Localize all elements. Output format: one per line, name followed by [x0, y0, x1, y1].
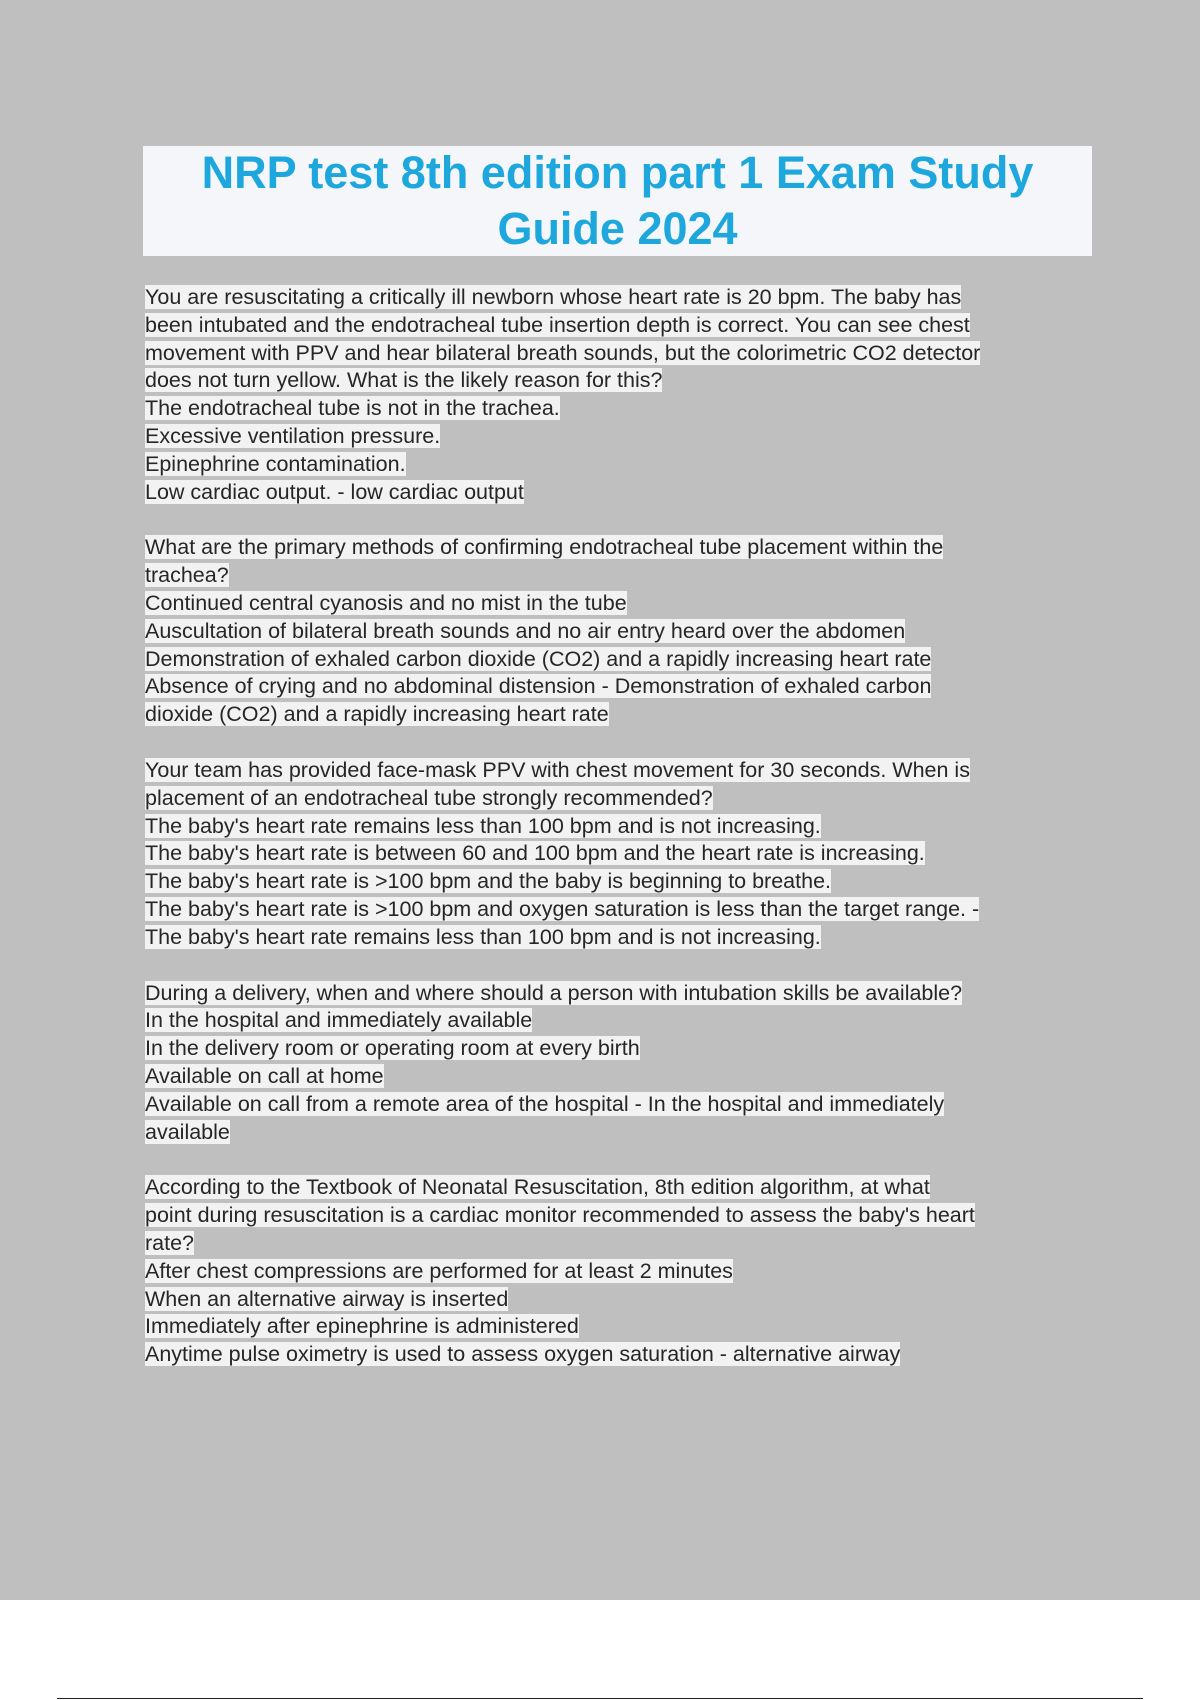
text-line: The baby's heart rate remains less than 100 bpm and is not increasing.	[145, 924, 821, 949]
text-line: point during resuscitation is a cardiac monitor recommended to assess the baby's heart	[145, 1203, 975, 1228]
text-line: The baby's heart rate is between 60 and 100 bpm and the heart rate is increasing.	[145, 841, 925, 866]
title-banner	[143, 146, 1092, 256]
text-line: been intubated and the endotracheal tube insertion depth is correct. You can see chest	[145, 312, 970, 337]
text-line: What are the primary methods of confirming endotracheal tube placement within the	[145, 535, 944, 560]
question-block	[145, 757, 1090, 952]
question-block	[145, 284, 1090, 506]
question-block	[145, 980, 1090, 1147]
text-line: According to the Textbook of Neonatal Resuscitation, 8th edition algorithm, at what	[145, 1175, 930, 1200]
text-line: Absence of crying and no abdominal distension - Demonstration of exhaled carbon	[145, 674, 932, 699]
question-block	[145, 1174, 1090, 1369]
text-line: placement of an endotracheal tube strongly recommended?	[145, 785, 713, 810]
text-line: Epinephrine contamination.	[145, 451, 406, 476]
text-line: dioxide (CO2) and a rapidly increasing heart rate	[145, 702, 609, 727]
text-line: Low cardiac output. - low cardiac output	[145, 479, 524, 504]
text-line: rate?	[145, 1230, 195, 1255]
text-line: Anytime pulse oximetry is used to assess oxygen saturation - alternative airway	[145, 1342, 901, 1367]
text-line: does not turn yellow. What is the likely reason for this?	[145, 368, 663, 393]
text-line: trachea?	[145, 563, 229, 588]
text-line: In the delivery room or operating room at every birth	[145, 1036, 640, 1061]
text-line: You are resuscitating a critically ill newborn whose heart rate is 20 bpm. The baby has	[145, 285, 962, 309]
text-line: Available on call from a remote area of the hospital - In the hospital and immediately	[145, 1091, 945, 1116]
text-line: Continued central cyanosis and no mist in the tube	[145, 590, 627, 615]
text-line: During a delivery, when and where should a person with intubation skills be available?	[145, 980, 963, 1005]
footer-divider	[57, 1698, 1143, 1699]
text-line: Immediately after epinephrine is administered	[145, 1314, 579, 1339]
text-line: The endotracheal tube is not in the trachea.	[145, 396, 560, 421]
text-line: available	[145, 1119, 230, 1144]
text-line: Auscultation of bilateral breath sounds and no air entry heard over the abdomen	[145, 618, 906, 643]
text-line: Demonstration of exhaled carbon dioxide (CO2) and a rapidly increasing heart rate	[145, 646, 932, 671]
text-line: The baby's heart rate is >100 bpm and oxygen saturation is less than the target range. -	[145, 896, 980, 921]
text-line: movement with PPV and hear bilateral breath sounds, but the colorimetric CO2 detector	[145, 340, 981, 365]
text-line: Excessive ventilation pressure.	[145, 423, 441, 448]
text-line: After chest compressions are performed for at least 2 minutes	[145, 1258, 733, 1283]
text-line: Available on call at home	[145, 1063, 384, 1088]
text-line: Your team has provided face-mask PPV with chest movement for 30 seconds. When is	[145, 757, 970, 782]
text-line: The baby's heart rate remains less than 100 bpm and is not increasing.	[145, 813, 821, 838]
text-line: The baby's heart rate is >100 bpm and the baby is beginning to breathe.	[145, 869, 831, 894]
text-line: When an alternative airway is inserted	[145, 1286, 509, 1311]
question-list	[145, 284, 1090, 1397]
document-title: NRP test 8th edition part 1 Exam Study Guide 2024	[201, 147, 1034, 254]
question-block	[145, 534, 1090, 729]
text-line: In the hospital and immediately available	[145, 1008, 533, 1033]
